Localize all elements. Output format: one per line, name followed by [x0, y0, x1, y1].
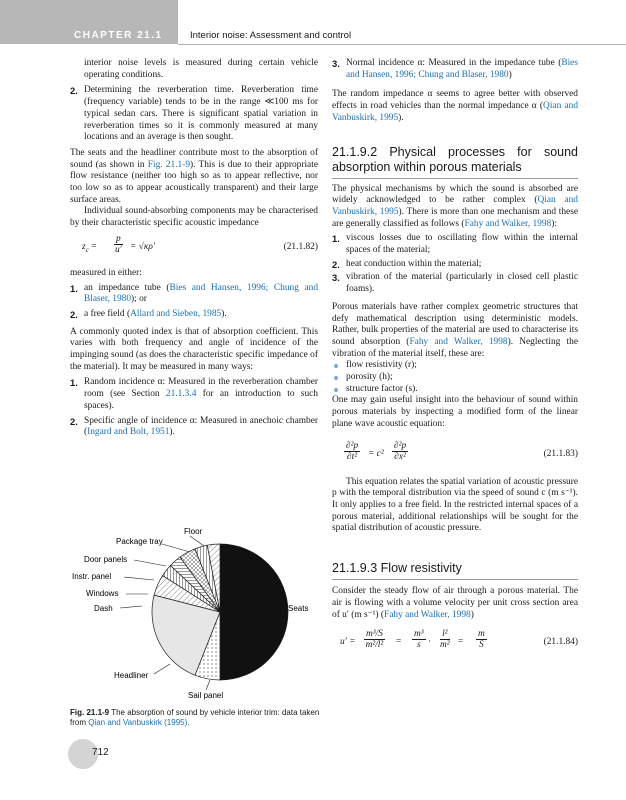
chapter-label: CHAPTER 21.1 — [74, 30, 163, 41]
section-heading: 21.1.9.2 Physical processes for sound absorption within porous materials — [332, 144, 578, 174]
citation-link[interactable]: Ingard and Bolt, 1951 — [87, 427, 170, 438]
list-item — [70, 85, 318, 144]
numerator: m — [478, 629, 485, 640]
item-text: viscous losses due to oscillating flow within the internal spaces of the material; — [346, 233, 578, 256]
text: for an introduction to such spaces). — [84, 389, 318, 411]
eq-fraction — [440, 629, 450, 650]
caption-label: Fig. 21.1-9 — [70, 708, 110, 717]
equation-21-1-83 — [332, 441, 578, 471]
text: Normal incidence α: Measured in the impedance tube ( — [346, 58, 562, 68]
paragraph — [332, 302, 578, 361]
running-title: Interior noise: Assessment and control — [190, 30, 352, 41]
list-item — [332, 272, 578, 295]
paragraph: One may gain useful insight into the behaviour of sound within porous materials by inspecting a modified form of the linear plane wave acoustic equation: — [332, 395, 578, 429]
item-number: 2. — [70, 85, 78, 97]
bullet-item: porosity (h); — [332, 372, 578, 384]
eq-fraction — [344, 441, 360, 462]
numerator: m³ — [414, 629, 424, 640]
denominator: S — [479, 640, 484, 651]
eq-fraction — [114, 234, 123, 255]
bullet-item: structure factor (s). — [332, 384, 578, 396]
label-dash: Dash — [94, 604, 113, 613]
text: The random impedance α seems to agree better with observed effects in road vehicles than the normal impedance α ( — [332, 89, 578, 112]
text: The seats and the headliner contribute most to the absorption of sound (as shown in — [70, 147, 318, 170]
eq-lhs: u′ = — [340, 637, 356, 648]
paragraph: measured in either: — [70, 267, 142, 278]
numerator: p — [116, 233, 121, 244]
text: ) — [470, 609, 474, 620]
citation-link[interactable]: Allard and Sieben, 1985 — [130, 308, 222, 319]
citation-link[interactable]: Qian and Vanbuskirk, 1995 — [332, 195, 578, 217]
denominator: m²/l² — [365, 640, 384, 651]
label-package-tray: Package tray — [116, 537, 163, 546]
eq-operator: = c² — [368, 448, 384, 459]
label-instr-panel: Instr. panel — [72, 572, 112, 581]
item-text: interior noise levels is measured during certain vehicle operating conditions. — [84, 58, 318, 80]
paragraph — [70, 148, 318, 207]
paragraph: Individual sound-absorbing components may be characterised by their characteristic specific acoustic impedance — [70, 206, 318, 229]
label-windows: Windows — [86, 589, 119, 598]
paragraph — [332, 586, 578, 621]
text: Consider the steady flow of air through a porous material. The air is flowing with a volume velocity per unit cross section area of u′ (m s⁻¹) ( — [332, 586, 578, 620]
eq-fraction — [392, 441, 408, 462]
text: ) — [508, 69, 512, 80]
eq-fraction — [412, 629, 426, 650]
numerator: l² — [440, 629, 450, 640]
item-text: Determining the reverberation time. Reverberation time (frequency variable) tends to be in the range ≪100 ms for typical sedan cars. There is significant spatial variation in reverberation times so it is commonly measured at many locations and an average is then sought. — [84, 85, 318, 143]
heading-rule — [332, 178, 578, 179]
paragraph: A commonly quoted index is that of absorption coefficient. This varies with both frequency and angle of incidence of the impinging sound (as does the characteristic specific impedance of the material). It may be measured in many ways: — [70, 326, 318, 372]
item-number: 3. — [332, 272, 340, 284]
numerator: m³/S — [366, 629, 383, 640]
citation-link[interactable]: Fahy and Walker, 1998 — [384, 609, 471, 620]
figure-caption — [70, 708, 320, 728]
list-item — [70, 283, 318, 306]
pie-chart — [70, 522, 320, 707]
list-item — [332, 233, 578, 256]
equation-21-1-84 — [332, 629, 578, 659]
label-floor: Floor — [184, 527, 203, 536]
label-seats: Seats — [288, 604, 309, 613]
label-headliner: Headliner — [114, 671, 149, 680]
eq-subscript: c — [85, 245, 89, 254]
item-number: 2. — [70, 308, 78, 320]
text: Specific angle of incidence α: Measured in anechoic chamber ( — [84, 415, 318, 438]
eq-rhs: = √κρ′ — [130, 241, 155, 252]
text: ); or — [131, 294, 147, 305]
eq-operator: = — [458, 637, 464, 648]
pie-figure — [70, 522, 320, 707]
caption-text: The absorption of sound by vehicle interior trim: data taken from — [70, 708, 320, 727]
citation-link[interactable]: Fahy and Walker, 1998 — [464, 218, 552, 229]
section-heading: 21.1.9.3 Flow resistivity — [332, 561, 462, 576]
list-item — [70, 377, 318, 412]
item-number: 1. — [70, 282, 78, 294]
citation-link[interactable]: Fahy and Walker, 1998 — [409, 336, 508, 347]
equation-21-1-82 — [70, 234, 318, 264]
eq-operator: · — [428, 637, 432, 648]
item-number: 2. — [70, 415, 78, 427]
denominator: s — [416, 640, 421, 651]
citation-link[interactable]: Bies and Hansen, 1996; Chung and Blaser, 1980 — [84, 282, 319, 305]
list-item — [70, 309, 318, 321]
section-link[interactable]: 21.1.3.4 — [165, 389, 197, 400]
text: ). — [398, 112, 404, 123]
citation-link[interactable]: Bies and Hansen, 1996; Chung and Blaser, 1980 — [346, 58, 578, 80]
paragraph: This equation relates the spatial variation of acoustic pressure p with the temporal distribution via the speed of sound c (m s⁻¹). It only applies to a free field. In the restricted internal spaces of a porous material, additional relationships will be sought for the spatial distribution of acoustic pressure. — [332, 476, 578, 534]
item-text: vibration of the material (particularly in closed cell plastic foams). — [346, 272, 578, 295]
figure-link[interactable]: Fig. 21.1-9 — [147, 159, 191, 170]
item-number: 1. — [70, 377, 78, 389]
eq-fraction — [364, 629, 385, 650]
text: ). Neglecting the vibration of the material itself, these are: — [332, 336, 578, 359]
paragraph — [332, 184, 578, 231]
running-header — [0, 0, 626, 44]
header-rule — [178, 44, 626, 45]
text: ). — [221, 308, 227, 319]
item-text: heat conduction within the material; — [346, 258, 482, 269]
eq-operator: = — [88, 241, 97, 252]
item-number: 1. — [332, 233, 340, 245]
page-number: 712 — [92, 747, 109, 758]
left-column — [70, 58, 318, 439]
pie-slice-seats — [220, 544, 288, 680]
text: The physical mechanisms by which the sound is absorbed are widely acknowledged to be rather complex ( — [332, 183, 578, 206]
list-item — [332, 259, 578, 271]
caption-text: . — [187, 718, 190, 727]
text: Porous materials have rather complex geometric structures that defy mathematical description using deterministic models. Rather, bulk properties of the material are used to characterise its sound absorption ( — [332, 301, 578, 347]
text: a free field ( — [84, 308, 131, 319]
text: an impedance tube ( — [84, 282, 170, 293]
denominator: u′ — [114, 244, 122, 255]
text: ). There is more than one mechanism and these are generally classified as follows ( — [332, 206, 579, 229]
text: ): — [551, 218, 557, 229]
equation-number: (21.1.82) — [283, 241, 318, 252]
numerator: ∂²p — [394, 440, 407, 451]
right-column — [332, 58, 578, 659]
label-door-panels: Door panels — [84, 555, 128, 564]
denominator: m² — [440, 640, 450, 651]
item-number: 2. — [332, 258, 340, 270]
denominator: ∂t² — [347, 451, 358, 462]
paragraph — [332, 89, 578, 124]
list-item-continued — [70, 58, 318, 81]
text: Random incidence α: Measured in the reverberation chamber room (see Section — [84, 377, 318, 400]
list-item — [332, 58, 578, 81]
eq-fraction — [476, 629, 487, 650]
chapter-tab — [0, 0, 178, 44]
list-item — [70, 416, 318, 439]
caption-citation-link[interactable]: Qian and Vanbuskirk (1995) — [88, 718, 188, 727]
numerator: ∂²p — [346, 440, 359, 451]
equation-number: (21.1.84) — [543, 637, 578, 648]
text: ). — [169, 427, 175, 438]
text: ). This is due to their appropriate flow resistance (neither too high so as to appear reflective, nor too low so as to appear acoustically transparent) and their large surface areas. — [70, 159, 318, 205]
eq-operator: = — [396, 637, 402, 648]
equation-number: (21.1.83) — [543, 448, 578, 459]
label-sail-panel: Sail panel — [188, 691, 224, 700]
citation-link[interactable]: Qian and Vanbuskirk, 1995 — [332, 101, 579, 123]
denominator: ∂x² — [394, 451, 406, 462]
heading-rule — [332, 579, 578, 580]
item-number: 3. — [332, 58, 340, 69]
bullet-item: flow resistivity (r); — [332, 360, 578, 372]
eq-symbol: z — [82, 241, 86, 252]
